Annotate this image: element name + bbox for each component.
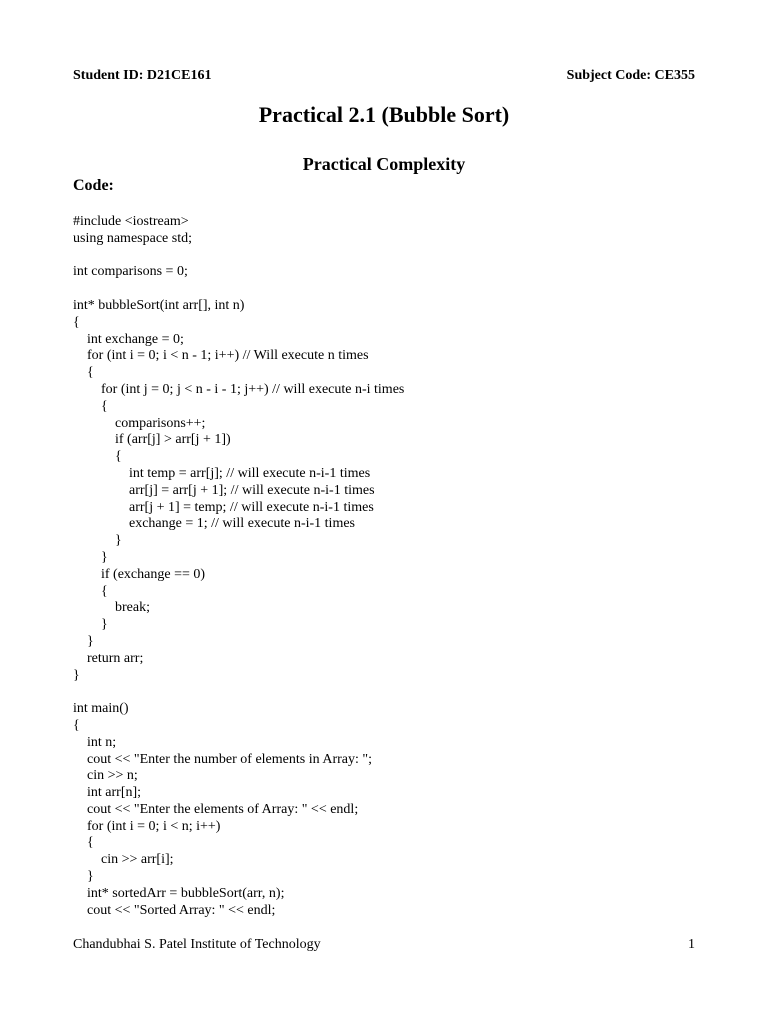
code-line: for (int i = 0; i < n; i++) (73, 818, 221, 834)
code-line: arr[j] = arr[j + 1]; // will execute n-i-1 times (73, 482, 375, 498)
code-line: int comparisons = 0; (73, 264, 188, 280)
page-footer (73, 937, 695, 957)
code-line: exchange = 1; // will execute n-i-1 times (73, 516, 355, 532)
code-line: { (73, 314, 80, 330)
code-line: } (73, 633, 94, 649)
code-line: cout << "Enter the number of elements in Array: "; (73, 751, 372, 767)
page-title: Practical 2.1 (Bubble Sort) (258, 102, 510, 127)
code-heading: Code: (73, 177, 114, 194)
subject-code: Subject Code: CE355 (566, 68, 695, 83)
code-line: cin >> n; (73, 768, 138, 784)
code-block (73, 214, 404, 919)
code-line: cout << "Enter the elements of Array: " << endl; (73, 801, 359, 817)
code-line (73, 684, 404, 701)
code-line: cout << "Sorted Array: " << endl; (73, 902, 276, 918)
code-line: } (73, 549, 108, 565)
code-line: cin >> arr[i]; (73, 852, 174, 868)
student-id: Student ID: D21CE161 (73, 68, 212, 83)
code-line: int arr[n]; (73, 785, 142, 801)
code-line: for (int i = 0; i < n - 1; i++) // Will execute n times (73, 348, 369, 364)
code-line: { (73, 835, 94, 851)
code-line: int temp = arr[j]; // will execute n-i-1 times (73, 465, 371, 481)
code-line: arr[j + 1] = temp; // will execute n-i-1 times (73, 499, 374, 515)
code-line: { (73, 365, 94, 381)
code-line (73, 248, 404, 265)
code-line: { (73, 449, 122, 465)
code-line: for (int j = 0; j < n - i - 1; j++) // will execute n-i times (73, 381, 405, 397)
code-line: break; (73, 600, 150, 616)
code-line: } (73, 617, 108, 633)
code-line: { (73, 717, 80, 733)
code-line: comparisons++; (73, 415, 206, 431)
code-line: int exchange = 0; (73, 331, 184, 347)
code-line: using namespace std; (73, 230, 192, 246)
code-line: if (arr[j] > arr[j + 1]) (73, 432, 231, 448)
code-line: } (73, 667, 80, 683)
code-line: { (73, 398, 108, 414)
institute-name: Chandubhai S. Patel Institute of Technology (73, 937, 321, 952)
code-line: int* bubbleSort(int arr[], int n) (73, 297, 245, 313)
page-number: 1 (688, 937, 695, 952)
code-line: } (73, 869, 94, 885)
code-line: int n; (73, 734, 117, 750)
page-subtitle: Practical Complexity (302, 154, 466, 174)
code-line: return arr; (73, 650, 144, 666)
code-line: { (73, 583, 108, 599)
code-line: } (73, 533, 122, 549)
code-line: int* sortedArr = bubbleSort(arr, n); (73, 885, 285, 901)
page-header (73, 68, 695, 88)
code-line: int main() (73, 701, 129, 717)
code-line: #include <iostream> (73, 214, 189, 229)
code-line: if (exchange == 0) (73, 566, 206, 582)
code-line (73, 281, 404, 298)
